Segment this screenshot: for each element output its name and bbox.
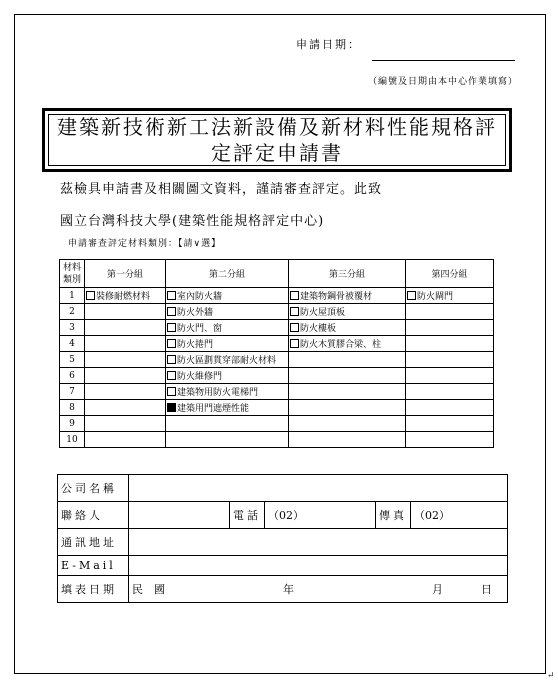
- fax-label: 傳真: [376, 502, 411, 529]
- category-row-number: 9: [60, 416, 85, 432]
- category-row-number: 4: [60, 336, 85, 352]
- email-row: [58, 556, 508, 576]
- category-item-label: 防火門、窗: [177, 324, 223, 334]
- checkbox-icon[interactable]: [407, 291, 416, 300]
- category-row-number: 3: [60, 320, 85, 336]
- document-title: 建築新技術新工法新設備及新材料性能規格評定評定申請書: [57, 115, 497, 165]
- fax-field[interactable]: （02）: [411, 502, 508, 529]
- category-cell-g2: [166, 432, 289, 448]
- category-row: [60, 336, 494, 352]
- category-row-number: 6: [60, 368, 85, 384]
- category-row: [60, 416, 494, 432]
- category-item-label: 建築物鋼骨被覆材: [300, 292, 373, 302]
- category-item-label: 防火樓板: [300, 324, 337, 334]
- category-cell-g1: [85, 320, 166, 336]
- category-cell-g4: [406, 384, 494, 400]
- contact-field[interactable]: [129, 502, 230, 529]
- category-row: [60, 432, 494, 448]
- category-cell-g2: [166, 384, 289, 400]
- category-row: [60, 352, 494, 368]
- category-row: [60, 320, 494, 336]
- category-cell-g4: [406, 416, 494, 432]
- checkbox-icon[interactable]: [167, 307, 176, 316]
- category-item-label: 防火屋頂板: [300, 308, 346, 318]
- category-item-label: 防火木質膠合梁、柱: [300, 340, 382, 350]
- category-cell-g3: [289, 368, 406, 384]
- category-cell-g1: [85, 368, 166, 384]
- date-note: （編號及日期由本中心作業填寫）: [368, 77, 519, 87]
- address-field[interactable]: [129, 529, 508, 556]
- category-cell-g4: [406, 336, 494, 352]
- category-row: [60, 304, 494, 320]
- category-cell-g4: [406, 400, 494, 416]
- category-header-row: [60, 260, 494, 288]
- submit-text: 茲檢具申請書及相關圖文資料，謹請審查評定。此致: [60, 182, 383, 197]
- group2-header: 第二分組: [166, 260, 289, 288]
- category-cell-g3: [289, 304, 406, 320]
- category-cell-g3: [289, 400, 406, 416]
- checkbox-icon[interactable]: [167, 339, 176, 348]
- checkbox-icon[interactable]: [167, 387, 176, 396]
- date-month: 月: [432, 583, 443, 596]
- category-cell-g4: [406, 304, 494, 320]
- checkbox-icon[interactable]: [167, 291, 176, 300]
- title-box: [42, 108, 512, 172]
- category-item-label: 防火捲門: [177, 340, 214, 350]
- checkbox-icon[interactable]: [167, 323, 176, 332]
- apply-date-label: 申請日期：: [296, 38, 361, 51]
- category-cell-g3: [289, 432, 406, 448]
- date-day: 日: [481, 583, 492, 596]
- category-label: 申請審查評定材料類別：【請∨選】: [68, 239, 222, 249]
- email-field[interactable]: [129, 556, 508, 576]
- category-cell-g4: [406, 432, 494, 448]
- category-cell-g2: [166, 400, 289, 416]
- category-cell-g1: [85, 432, 166, 448]
- apply-date-underline: [372, 60, 515, 61]
- category-cell-g4: [406, 320, 494, 336]
- category-cell-g1: [85, 304, 166, 320]
- company-label: 公司名稱: [58, 475, 129, 502]
- company-row: [58, 475, 508, 502]
- category-row-number: 7: [60, 384, 85, 400]
- company-field[interactable]: [129, 475, 508, 502]
- category-cell-g3: [289, 336, 406, 352]
- group4-header: 第四分組: [406, 260, 494, 288]
- category-row-number: 1: [60, 288, 85, 304]
- category-row: [60, 384, 494, 400]
- category-cell-g2: [166, 336, 289, 352]
- phone-field[interactable]: （02）: [265, 502, 376, 529]
- category-table-body: [60, 288, 494, 448]
- category-item-label: 室內防火牆: [177, 292, 223, 302]
- category-cell-g2: [166, 320, 289, 336]
- university-name: 國立台灣科技大學(建築性能規格評定中心): [60, 214, 325, 229]
- category-cell-g1: [85, 400, 166, 416]
- category-row-number: 5: [60, 352, 85, 368]
- category-item-label: 防火外牆: [177, 308, 214, 318]
- category-cell-g3: [289, 384, 406, 400]
- category-cell-g3: [289, 320, 406, 336]
- category-col-header: 材料類別: [60, 260, 85, 288]
- contact-row: [58, 502, 508, 529]
- checkbox-icon[interactable]: [167, 355, 176, 364]
- category-cell-g4: [406, 288, 494, 304]
- category-cell-g4: [406, 368, 494, 384]
- category-cell-g1: [85, 384, 166, 400]
- category-row-number: 8: [60, 400, 85, 416]
- checkbox-icon[interactable]: [290, 339, 299, 348]
- fill-date-field[interactable]: [129, 576, 508, 603]
- category-item-label: 防火區劃貫穿部耐火材料: [177, 356, 277, 366]
- phone-label: 電話: [230, 502, 265, 529]
- category-cell-g2: [166, 352, 289, 368]
- checkbox-icon[interactable]: [86, 291, 95, 300]
- category-item-label: 防火閘門: [417, 292, 454, 302]
- group3-header: 第三分組: [289, 260, 406, 288]
- fill-date-row: [58, 576, 508, 603]
- category-cell-g1: [85, 336, 166, 352]
- category-row: [60, 400, 494, 416]
- checkbox-icon[interactable]: [290, 291, 299, 300]
- category-cell-g1: [85, 416, 166, 432]
- category-row-number: 2: [60, 304, 85, 320]
- checkbox-icon[interactable]: [290, 323, 299, 332]
- checkbox-icon[interactable]: [167, 403, 176, 412]
- email-label: E-Mail: [58, 556, 129, 576]
- category-cell-g2: [166, 304, 289, 320]
- category-row: [60, 368, 494, 384]
- category-cell-g3: [289, 288, 406, 304]
- category-cell-g3: [289, 416, 406, 432]
- date-year: 年: [283, 583, 294, 596]
- fill-date-label: 填表日期: [58, 576, 129, 603]
- category-cell-g1: [85, 352, 166, 368]
- category-row: [60, 288, 494, 304]
- category-item-label: 建築物用防火電梯門: [177, 388, 259, 398]
- category-table: [59, 259, 494, 448]
- category-item-label: 裝修耐燃材料: [96, 292, 151, 302]
- category-cell-g4: [406, 352, 494, 368]
- group1-header: 第一分組: [85, 260, 166, 288]
- address-label: 通訊地址: [58, 529, 129, 556]
- category-cell-g2: [166, 368, 289, 384]
- category-cell-g2: [166, 288, 289, 304]
- address-row: [58, 529, 508, 556]
- category-item-label: 防火維修門: [177, 372, 223, 382]
- category-item-label: 建築用門遮煙性能: [177, 404, 250, 414]
- paragraph-mark-icon: ↵: [547, 671, 555, 681]
- info-form: [57, 474, 508, 603]
- checkbox-icon[interactable]: [167, 371, 176, 380]
- category-cell-g3: [289, 352, 406, 368]
- contact-label: 聯絡人: [58, 502, 129, 529]
- category-cell-g1: [85, 288, 166, 304]
- checkbox-icon[interactable]: [290, 307, 299, 316]
- category-row-number: 10: [60, 432, 85, 448]
- date-era: 民 國: [132, 583, 165, 596]
- category-cell-g2: [166, 416, 289, 432]
